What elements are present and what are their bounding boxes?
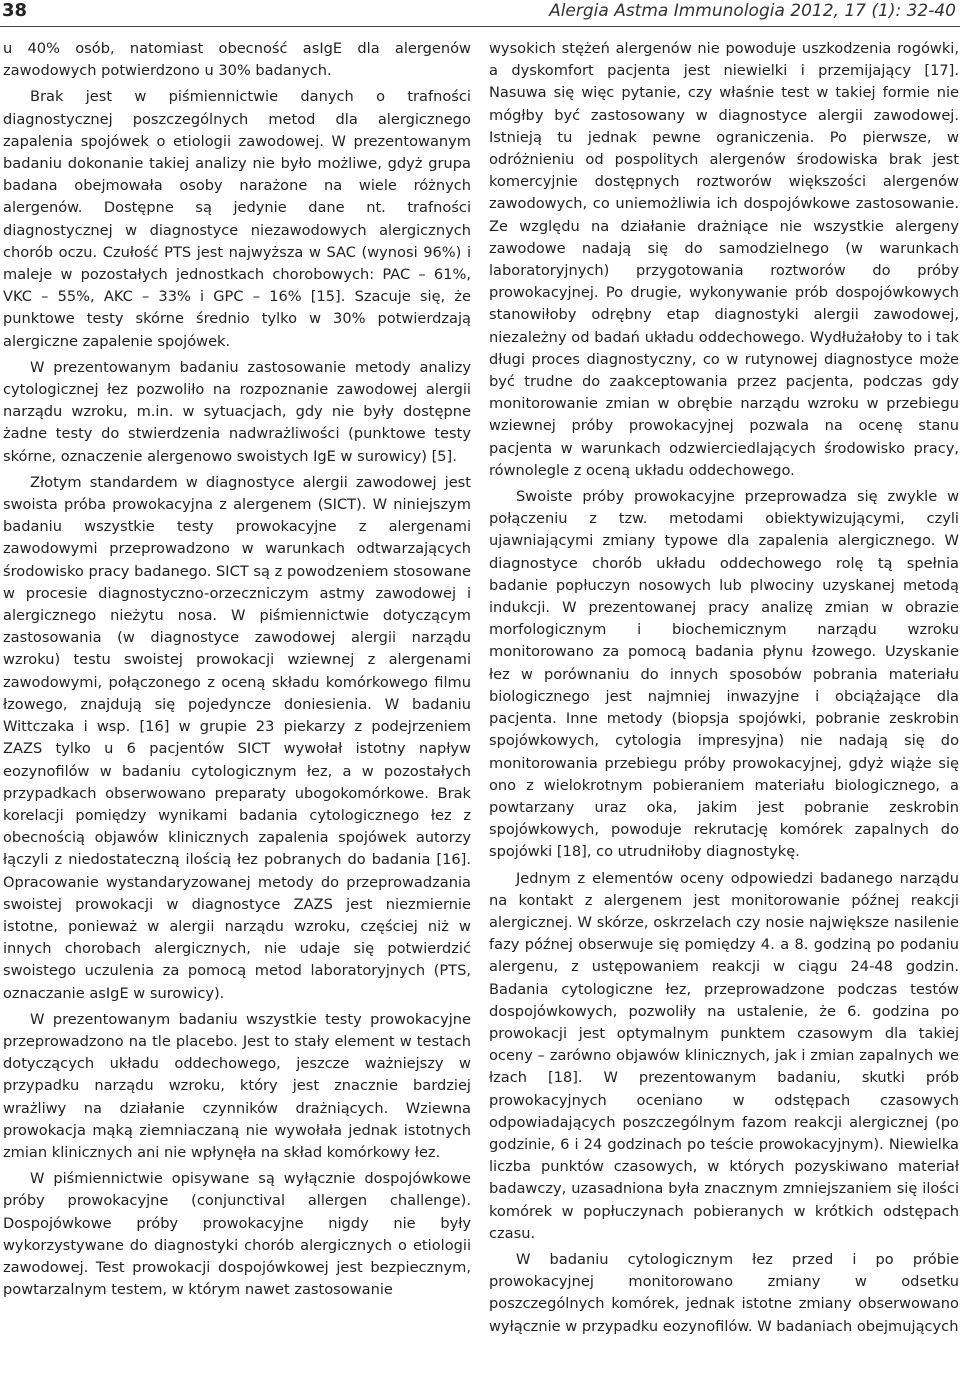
paragraph: Jednym z elementów oceny odpowiedzi badanego narządu na kontakt z alergenem jest monitorowanie późnej reakcji alergicznej. W skórze, oskrzelach czy nosie największe nasilenie fazy późnej obserwuje się pomiędzy 4. a 8. godziną po podaniu alergenu, z ustępowaniem reakcji w ciągu 24-48 godzin. Badania cytologiczne łez, przeprowadzone podczas testów dospojówkowych, pozwoliły na ustalenie, że 6. godzina po prowokacji jest optymalnym punktem czasowym dla takiej oceny – zarówno objawów klinicznych, jak i zmian zapalnych we łzach [18]. W prezentowanym badaniu, skutki prób prowokacyjnych oceniano w odstępach czasowych odpowiadających poszczególnym fazom reakcji alergicznej (po godzinie, 6 i 24 godzinach po teście prowokacyjnym). Niewielka liczba punktów czasowych, w których pozyskiwano materiał badawczy, uzasadniona była znacznym zmniejszaniem się ilości komórek w popłuczynach pobieranych w krótkich odstępach czasu. [489, 869, 959, 1242]
paragraph: Swoiste próby prowokacyjne przeprowadza się zwykle w połączeniu z tzw. metodami obiektywizującymi, czyli ujawniającymi zmiany typowe dla zapalenia alergicznego. W diagnostyce chorób układu oddechowego rolę tą spełnia badanie popłuczyn nosowych lub plwociny uzyskanej metodą indukcji. W prezentowanej pracy analizę zmian w obrazie morfologicznym i biochemicznym narządu wzroku monitorowano za pomocą badania płynu łzowego. Uzyskanie łez w porównaniu do innych sposobów pobrania materiału biologicznego jest najmniej inwazyjne i obciążające dla pacjenta. Inne metody (biopsja spojówki, pobranie zeskrobin spojówkowych, cytologia impresyjna) nie nadają się do monitorowania przebiegu próby prowokacyjnej, gdyż wiąże się ono z wielokrotnym pobieraniem materiału biologicznego, a powtarzany uraz oka, jakim jest pobranie zeskrobin spojówkowych, powoduje rekrutację komórek zapalnych do spojówki [18], co utrudniłoby diagnostykę. [489, 488, 959, 861]
page-number: 38 [2, 0, 28, 21]
paragraph: W piśmiennictwie opisywane są wyłącznie dospojówkowe próby prowokacyjne (conjunctival allergen challenge). Dospojówkowe próby prowokacyjne nigdy nie były wykorzystywane do diagnostyki chorób alergicznych o etiologii zawodowej. Test prowokacji dospojówkowej jest bezpiecznym, powtarzalnym testem, w którym nawet zastosowanie [3, 1170, 471, 1299]
header-rule [0, 26, 960, 27]
paragraph: W badaniu cytologicznym łez przed i po próbie prowokacyjnej monitorowano zmiany w odsetku poszczególnych komórek, jednak istotne zmiany obserwowano wyłącznie w przypadku eozynofilów. W badaniach obejmujących [489, 1250, 959, 1335]
paragraph: W prezentowanym badaniu zastosowanie metody analizy cytologicznej łez pozwoliło na rozpoznanie zawodowej alergii narządu wzroku, m.in. w sytuacjach, gdy nie były dostępne żadne testy do stwierdzenia nadwrażliwości (punktowe testy skórne, oznaczenie alergenowo swoistych IgE w surowicy) [5]. [3, 358, 471, 465]
right-column [489, 38, 959, 1342]
paragraph: W prezentowanym badaniu wszystkie testy prowokacyjne przeprowadzono na tle placebo. Jest to stały element w testach dotyczących układu oddechowego, jeszcze ważniejszy w przypadku narządu wzroku, który jest znacznie bardziej wrażliwy na działanie czynników drażniących. Wziewna prowokacja mąką ziemniaczaną nie wywołała jednak istotnych zmian klinicznych ani nie wpłynęła na skład komórkowy łez. [3, 1010, 471, 1161]
paragraph: Brak jest w piśmiennictwie danych o trafności diagnostycznej poszczególnych metod dla alergicznego zapalenia spojówek o etiologii zawodowej. W prezentowanym badaniu dokonanie takiej analizy nie było możliwe, gdyż grupa badana obejmowała osoby narażone na wiele różnych alergenów. Dostępne są jedynie dane nt. trafności diagnostycznej w diagnostyce niezawodowych alergicznych chorób oczu. Czułość PTS jest najwyższa w SAC (wynosi 96%) i maleje w pozostałych jednostkach chorobowych: PAC – 61%, VKC – 55%, AKC – 33% i GPC – 16% [15]. Szacuje się, że punktowe testy skórne średnio tylko w 30% potwierdzają alergiczne zapalenie spojówek. [3, 88, 471, 350]
paragraph: Złotym standardem w diagnostyce alergii zawodowej jest swoista próba prowokacyjna z alergenem (SICT). W niniejszym badaniu wszystkie testy prowokacyjne z alergenami zawodowymi przeprowadzono w warunkach odtwarzających środowisko pracy badanego. SICT są z powodzeniem stosowane w procesie diagnostyczno-orzeczniczym astmy zawodowej i alergicznego nieżytu nosa. W piśmiennictwie dotyczącym zastosowania (w diagnostyce zawodowej alergii narządu wzroku) testu swoistej prowokacji wziewnej z alergenami zawodowymi, połączonego z oceną składu komórkowego filmu łzowego, znajdują się pojedyncze doniesienia. W badaniu Wittczaka i wsp. [16] w grupie 23 piekarzy z podejrzeniem ZAZS tylko u 6 pacjentów SICT wywołał istotny napływ eozynofilów w badaniu cytologicznym łez, a w pozostałych przypadkach obserwowano preparaty ubogokomórkowe. Brak korelacji pomiędzy wynikami badania cytologicznego łez z obecnością objawów klinicznych zapalenia spojówek autorzy łączyli z niedostateczną ilością łez pobranych do badania [16]. Opracowanie wystandaryzowanej metody do przeprowadzania swoistej prowokacji w diagnostyce ZAZS jest niezmiernie istotne, ponieważ w alergii narządu wzroku, częściej niż w innych chorobach alergicznych, nie udaje się potwierdzić swoistego uczulenia za pomocą metod laboratoryjnych (PTS, oznaczanie asIgE w surowicy). [3, 473, 471, 1002]
journal-citation: Alergia Astma Immunologia 2012, 17 (1): 32-40 [549, 1, 956, 21]
page-header [0, 0, 960, 36]
paragraph: wysokich stężeń alergenów nie powoduje uszkodzenia rogówki, a dyskomfort pacjenta jest niewielki i przemijający [17]. Nasuwa się więc pytanie, czy właśnie test w takiej formie nie mógłby być zastosowany w diagnostyce alergii zawodowej. Istnieją tu jednak pewne ograniczenia. Po pierwsze, w odróżnieniu od pospolitych alergenów środowiska brak jest komercyjnie dostępnych roztworów większości alergenów zawodowych, co uniemożliwia ich dospojówkowe zastosowanie. Ze względu na działanie drażniące nie wszystkie alergeny zawodowe nadają się do samodzielnego (w warunkach laboratoryjnych) przygotowania roztworów do próby prowokacyjnej. Po drugie, wykonywanie prób dospojówkowych stanowiłoby odrębny etap diagnostyki alergii zawodowej, niezależny od badań układu oddechowego. Wydłużałoby to i tak długi proces diagnostyczny, co w rutynowej diagnostyce może być trudne do zaakceptowania przez pacjenta, podczas gdy monitorowanie zmian w obrębie narządu wzroku w przebiegu wziewnej próby prowokacyjnej pozwala na ocenę stanu pacjenta w warunkach odzwierciedlających środowisko pracy, równolegle z oceną układu oddechowego. [489, 40, 959, 479]
paragraph: u 40% osób, natomiast obecność asIgE dla alergenów zawodowych potwierdzono u 30% badanych. [3, 40, 471, 80]
left-column [3, 38, 471, 1305]
